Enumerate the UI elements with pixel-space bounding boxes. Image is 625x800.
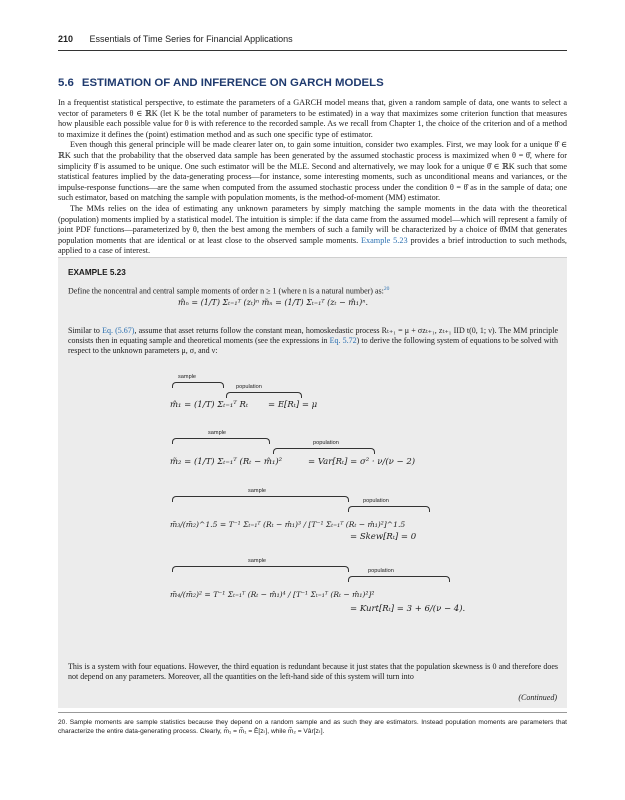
- paragraph-3-text-a: The MMs relies on the idea of estimating any unknown parameters by simply matching the sample moments in the data with the theoretical (population) moments implied by a statistical model. The intuition is simple: if the data came from the assumed model—which will represent a family of joint PDF functions—parameterized by θ, then the best among the members of such a family will be characterized by a choice of θ̂MM that generates population moments that are identical or at least close to the observed sample moments.: [58, 203, 567, 245]
- eq1-sample-brace: [172, 382, 224, 388]
- section-heading: [58, 77, 567, 89]
- para-a-text-2: , assume that asset returns follow the constant mean, homoskedastic process Rₜ₊₁ = μ + σzₜ₊₁, zₜ₊₁ IID t(0, 1; ν). The MM principle consists then in equating sample and theoretical moments (see the expressions in: [68, 326, 558, 345]
- footnote-ref[interactable]: 20: [383, 286, 390, 292]
- footnote-rule: [58, 712, 567, 713]
- example-title: EXAMPLE 5.23: [68, 268, 126, 277]
- eq2-population-brace: [273, 448, 375, 454]
- equation-moments: m̂ₙ = (1/T) Σₜ₌₁ᵀ (zₜ)ⁿ m̃ₙ = (1/T) Σₜ₌₁ᵀ (zₜ − m̂₁)ⁿ.: [178, 298, 368, 307]
- eq3-sample-label: sample: [248, 488, 267, 494]
- eq3-population-label: population: [363, 498, 389, 504]
- example-paragraph-a: [68, 326, 558, 356]
- paragraph-3: [58, 204, 567, 257]
- eq3-sample-brace: [172, 496, 349, 502]
- example-link[interactable]: Example 5.23: [360, 235, 408, 245]
- eq4-population-brace: [348, 576, 450, 582]
- eq2-sample-brace: [172, 438, 270, 444]
- equation-4-lhs: m̃₄/(m̃₂)² = T⁻¹ Σₜ₌₁ᵀ (Rₜ − m̂₁)⁴ / [T⁻¹ Σₜ₌₁ᵀ (Rₜ − m̂₁)²]²: [170, 590, 375, 599]
- eq4-sample-label: sample: [248, 558, 267, 564]
- equation-link-5-67[interactable]: Eq. (5.67): [102, 326, 135, 335]
- paragraph-2: Even though this general principle will be made clearer later on, to gain some intuition, consider two examples. First, we may look for a unique θ̂ ∈ ℝK such that the probability that the observed data sample has been generated by the assumed stochastic process is maximized when θ = θ̂, where for simplicity θ̂ is assumed to be unique. One such estimator will be the MLE. Second and alternatively, we may look for a unique θ̂ ∈ ℝK such that some statistical features implied by the data-generating process—for instance, some interesting moments, such as unconditional means and variances, or the impulse-response functions—are the same when computed from the assumed stochastic process under the condition θ = θ̂ as in the sample of data; one such estimator, based on matching the sample with population moments, is the method-of-moment (MM) estimator.: [58, 140, 567, 203]
- equation-link-5-72[interactable]: Eq. 5.72: [329, 336, 357, 345]
- eq3-population-brace: [348, 506, 430, 512]
- equation-1-rhs: = E[Rₜ] = μ: [268, 400, 318, 410]
- equation-4-rhs: = Kurt[Rₜ] = 3 + 6/(ν − 4).: [350, 604, 466, 614]
- example-box: [58, 257, 567, 708]
- paragraph-3-text-b: provides a brief introduction to such methods, applied to a case of interest.: [58, 235, 567, 256]
- para-a-text-3: ) to derive the following system of equations to be solved with respect to the unknown parameters μ, σ, and ν:: [68, 336, 559, 355]
- example-intro: [68, 284, 558, 297]
- example-paragraph-b: This is a system with four equations. However, the third equation is redundant because it just states that the population skewness is 0 and therefore does not depend on any parameters. Moreover, all the quantities on the left-hand side of this system will turn into: [68, 662, 558, 681]
- equation-3-rhs: = Skew[Rₜ] = 0: [350, 532, 417, 542]
- eq4-population-label: population: [368, 568, 394, 574]
- paragraph-1: In a frequentist statistical perspective, to estimate the parameters of a GARCH model means that, given a random sample of data, one wants to select a vector of parameters θ ∈ ℝK (let K be the total number of parameters to be estimated) in a way that maximizes some criterion function that measures how plausible each possible value for θ is with reference to the recorded sample. As we recall from Chapter 1, the choice of the criterion and of a method to maximize it defines the (point) estimation method and as such one specific type of estimator.: [58, 98, 567, 139]
- eq4-sample-brace: [172, 566, 349, 572]
- eq2-population-label: population: [313, 440, 339, 446]
- equation-1-lhs: m̂₁ = (1/T) Σₜ₌₁ᵀ Rₜ: [170, 400, 249, 410]
- equation-2-rhs: = Var[Rₜ] = σ² · ν/(ν − 2): [308, 457, 416, 467]
- section-title: ESTIMATION OF AND INFERENCE ON GARCH MODELS: [81, 77, 384, 89]
- eq1-population-label: population: [236, 384, 262, 390]
- example-intro-text: Define the noncentral and central sample moments of order n ≥ 1 (where n is a natural number) as:: [68, 286, 384, 296]
- footnote-20: 20. Sample moments are sample statistics because they depend on a random sample and as such they are estimators. Instead population moments are parameters that characterize the entire data-generating process. Clearly, m̂₁ = m̃₁ = Ê[zₜ], while m̃₂ = Vâr[zₜ].: [58, 719, 567, 735]
- para-a-text-1: Similar to: [68, 326, 100, 335]
- equation-2-lhs: m̃₂ = (1/T) Σₜ₌₁ᵀ (Rₜ − m̂₁)²: [170, 457, 283, 467]
- eq1-population-brace: [226, 392, 302, 398]
- running-header: [58, 34, 567, 48]
- section-number: 5.6: [58, 77, 74, 89]
- running-title: Essentials of Time Series for Financial Applications: [89, 34, 293, 44]
- eq2-sample-label: sample: [208, 430, 227, 436]
- header-rule: [58, 50, 567, 51]
- equation-3-lhs: m̃₃/(m̃₂)^1.5 = T⁻¹ Σₜ₌₁ᵀ (Rₜ − m̂₁)³ / [T⁻¹ Σₜ₌₁ᵀ (Rₜ − m̂₁)²]^1.5: [170, 520, 406, 529]
- continued-label: (Continued): [518, 693, 557, 702]
- page-number: 210: [58, 34, 74, 44]
- eq1-sample-label: sample: [178, 374, 197, 380]
- body-text: [58, 98, 567, 257]
